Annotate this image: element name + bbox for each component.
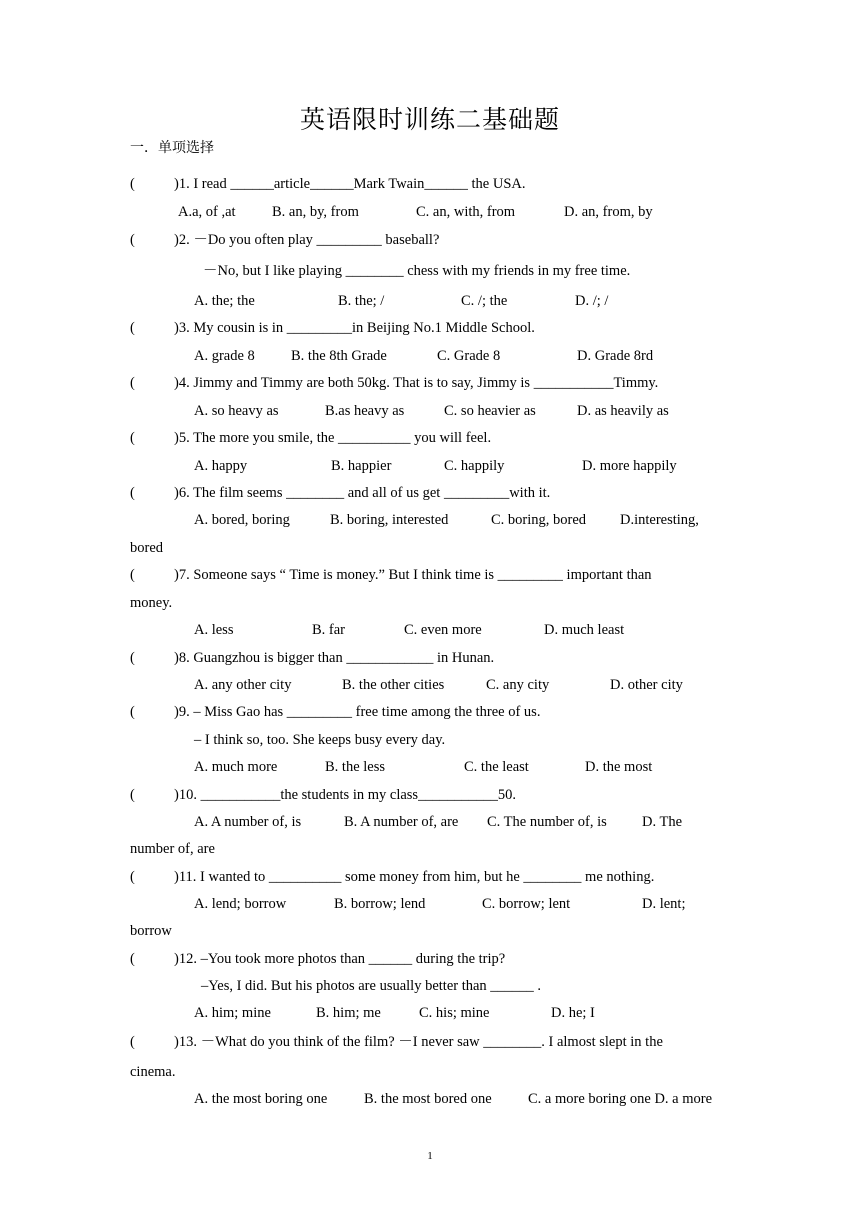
question-6 (130, 484, 550, 502)
option-b: B. the less (325, 759, 386, 775)
answer-blank[interactable]: ( (130, 650, 135, 666)
question-3 (130, 319, 535, 337)
question-8 (130, 649, 494, 667)
option-wrap: borrow (130, 923, 172, 939)
option-wrap: bored (130, 540, 164, 556)
option-a: A. less (194, 622, 234, 638)
option-c: C. the least (464, 759, 529, 775)
option-a: A. grade 8 (194, 348, 255, 364)
option-b: B. boring, interested (330, 512, 449, 528)
question-wrap: money. (130, 595, 173, 611)
option-d: D. other city (610, 677, 683, 693)
question-text: )3. My cousin is in _________in Beijing No.1 Middle School. (174, 320, 535, 336)
answer-blank[interactable]: ( (130, 869, 135, 885)
option-a: A. happy (194, 458, 248, 474)
question-text: )9. – Miss Gao has _________ free time among the three of us. (174, 704, 541, 720)
question-13 (130, 1033, 663, 1051)
question-text: )7. Someone says “ Time is money.” But I think time is _________ important than (174, 567, 652, 583)
question-9 (130, 703, 540, 721)
option-a: A. the most boring one (194, 1091, 328, 1107)
question-text: )1. I read ______article______Mark Twain______ the USA. (174, 176, 526, 192)
option-d: D. /; / (575, 293, 609, 309)
option-a: A. the; the (194, 293, 255, 309)
question-7 (130, 566, 652, 584)
option-c: C. his; mine (419, 1005, 490, 1021)
option-d: D. an, from, by (564, 204, 653, 220)
option-a: A. A number of, is (194, 814, 302, 830)
question-text: )8. Guangzhou is bigger than ____________ in Hunan. (174, 650, 495, 666)
question-wrap: cinema. (130, 1064, 176, 1080)
option-c: C. /; the (461, 293, 508, 309)
option-a: A. much more (194, 759, 278, 775)
question-text: )12. –You took more photos than ______ during the trip? (174, 951, 506, 967)
option-c: C. an, with, from (416, 204, 516, 220)
answer-blank[interactable]: ( (130, 320, 135, 336)
option-a: A. bored, boring (194, 512, 290, 528)
question-text: )13. －What do you think of the film? －I never saw ________. I almost slept in the (174, 1034, 663, 1050)
option-a: A. lend; borrow (194, 896, 287, 912)
answer-blank[interactable]: ( (130, 430, 135, 446)
question-text: )10. ___________the students in my class___________50. (174, 787, 516, 803)
answer-blank[interactable]: ( (130, 176, 135, 192)
question-4 (130, 374, 658, 392)
option-b: B. an, by, from (272, 204, 359, 220)
question-line2: – I think so, too. She keeps busy every day. (194, 732, 446, 748)
option-c: C. The number of, is (487, 814, 607, 830)
option-a: A. him; mine (194, 1005, 271, 1021)
answer-blank[interactable]: ( (130, 567, 135, 583)
option-c: C. happily (444, 458, 505, 474)
option-c: C. borrow; lent (482, 896, 571, 912)
answer-blank[interactable]: ( (130, 375, 135, 391)
option-c: C. any city (486, 677, 550, 693)
option-b: B. borrow; lend (334, 896, 426, 912)
option-b: B. the most bored one (364, 1091, 492, 1107)
option-b: B. A number of, are (344, 814, 459, 830)
question-text: )6. The film seems ________ and all of us get _________with it. (174, 485, 551, 501)
option-c: C. a more boring one D. a more (528, 1091, 713, 1107)
option-d: D. much least (544, 622, 625, 638)
option-wrap: number of, are (130, 841, 215, 857)
answer-blank[interactable]: ( (130, 704, 135, 720)
question-text: )11. I wanted to __________ some money from him, but he ________ me nothing. (174, 869, 655, 885)
answer-blank[interactable]: ( (130, 787, 135, 803)
option-d: D. he; I (551, 1005, 595, 1021)
question-line2: –Yes, I did. But his photos are usually better than ______ . (201, 978, 542, 994)
option-a: A. any other city (194, 677, 292, 693)
page-number: 1 (427, 1150, 433, 1162)
option-a: A. so heavy as (194, 403, 279, 419)
answer-blank[interactable]: ( (130, 232, 135, 248)
page-title: 英语限时训练二基础题 (299, 105, 560, 134)
option-b: B. far (312, 622, 346, 638)
question-1 (130, 175, 525, 193)
question-11 (130, 868, 654, 886)
answer-blank[interactable]: ( (130, 485, 135, 501)
question-5 (130, 429, 491, 447)
option-b: B. the; / (338, 293, 385, 309)
option-c: C. so heavier as (444, 403, 536, 419)
question-12 (130, 950, 505, 968)
option-b: B. happier (331, 458, 392, 474)
option-d: D. The (642, 814, 683, 830)
option-c: C. boring, bored (491, 512, 587, 528)
option-c: C. even more (404, 622, 482, 638)
question-2 (130, 231, 439, 249)
question-text: )2. －Do you often play _________ baseball? (174, 232, 440, 248)
answer-blank[interactable]: ( (130, 1034, 135, 1050)
option-b: B. him; me (316, 1005, 381, 1021)
question-line2: －No, but I like playing ________ chess with my friends in my free time. (203, 263, 631, 279)
option-c: C. Grade 8 (437, 348, 501, 364)
question-text: )4. Jimmy and Timmy are both 50kg. That is to say, Jimmy is ___________Timmy. (174, 375, 659, 391)
answer-blank[interactable]: ( (130, 951, 135, 967)
option-a: A.a, of ,at (178, 204, 236, 220)
option-b: B. the 8th Grade (291, 348, 387, 364)
option-b: B. the other cities (342, 677, 445, 693)
option-b: B.as heavy as (325, 403, 405, 419)
option-d: D. the most (585, 759, 653, 775)
question-text: )5. The more you smile, the __________ you will feel. (174, 430, 492, 446)
option-d: D. lent; (642, 896, 686, 912)
question-10 (130, 786, 516, 804)
option-d: D. as heavily as (577, 403, 669, 419)
option-d: D.interesting, (620, 512, 699, 528)
section-heading: 一．单项选择 (130, 140, 214, 156)
option-d: D. more happily (582, 458, 677, 474)
option-d: D. Grade 8rd (577, 348, 654, 364)
